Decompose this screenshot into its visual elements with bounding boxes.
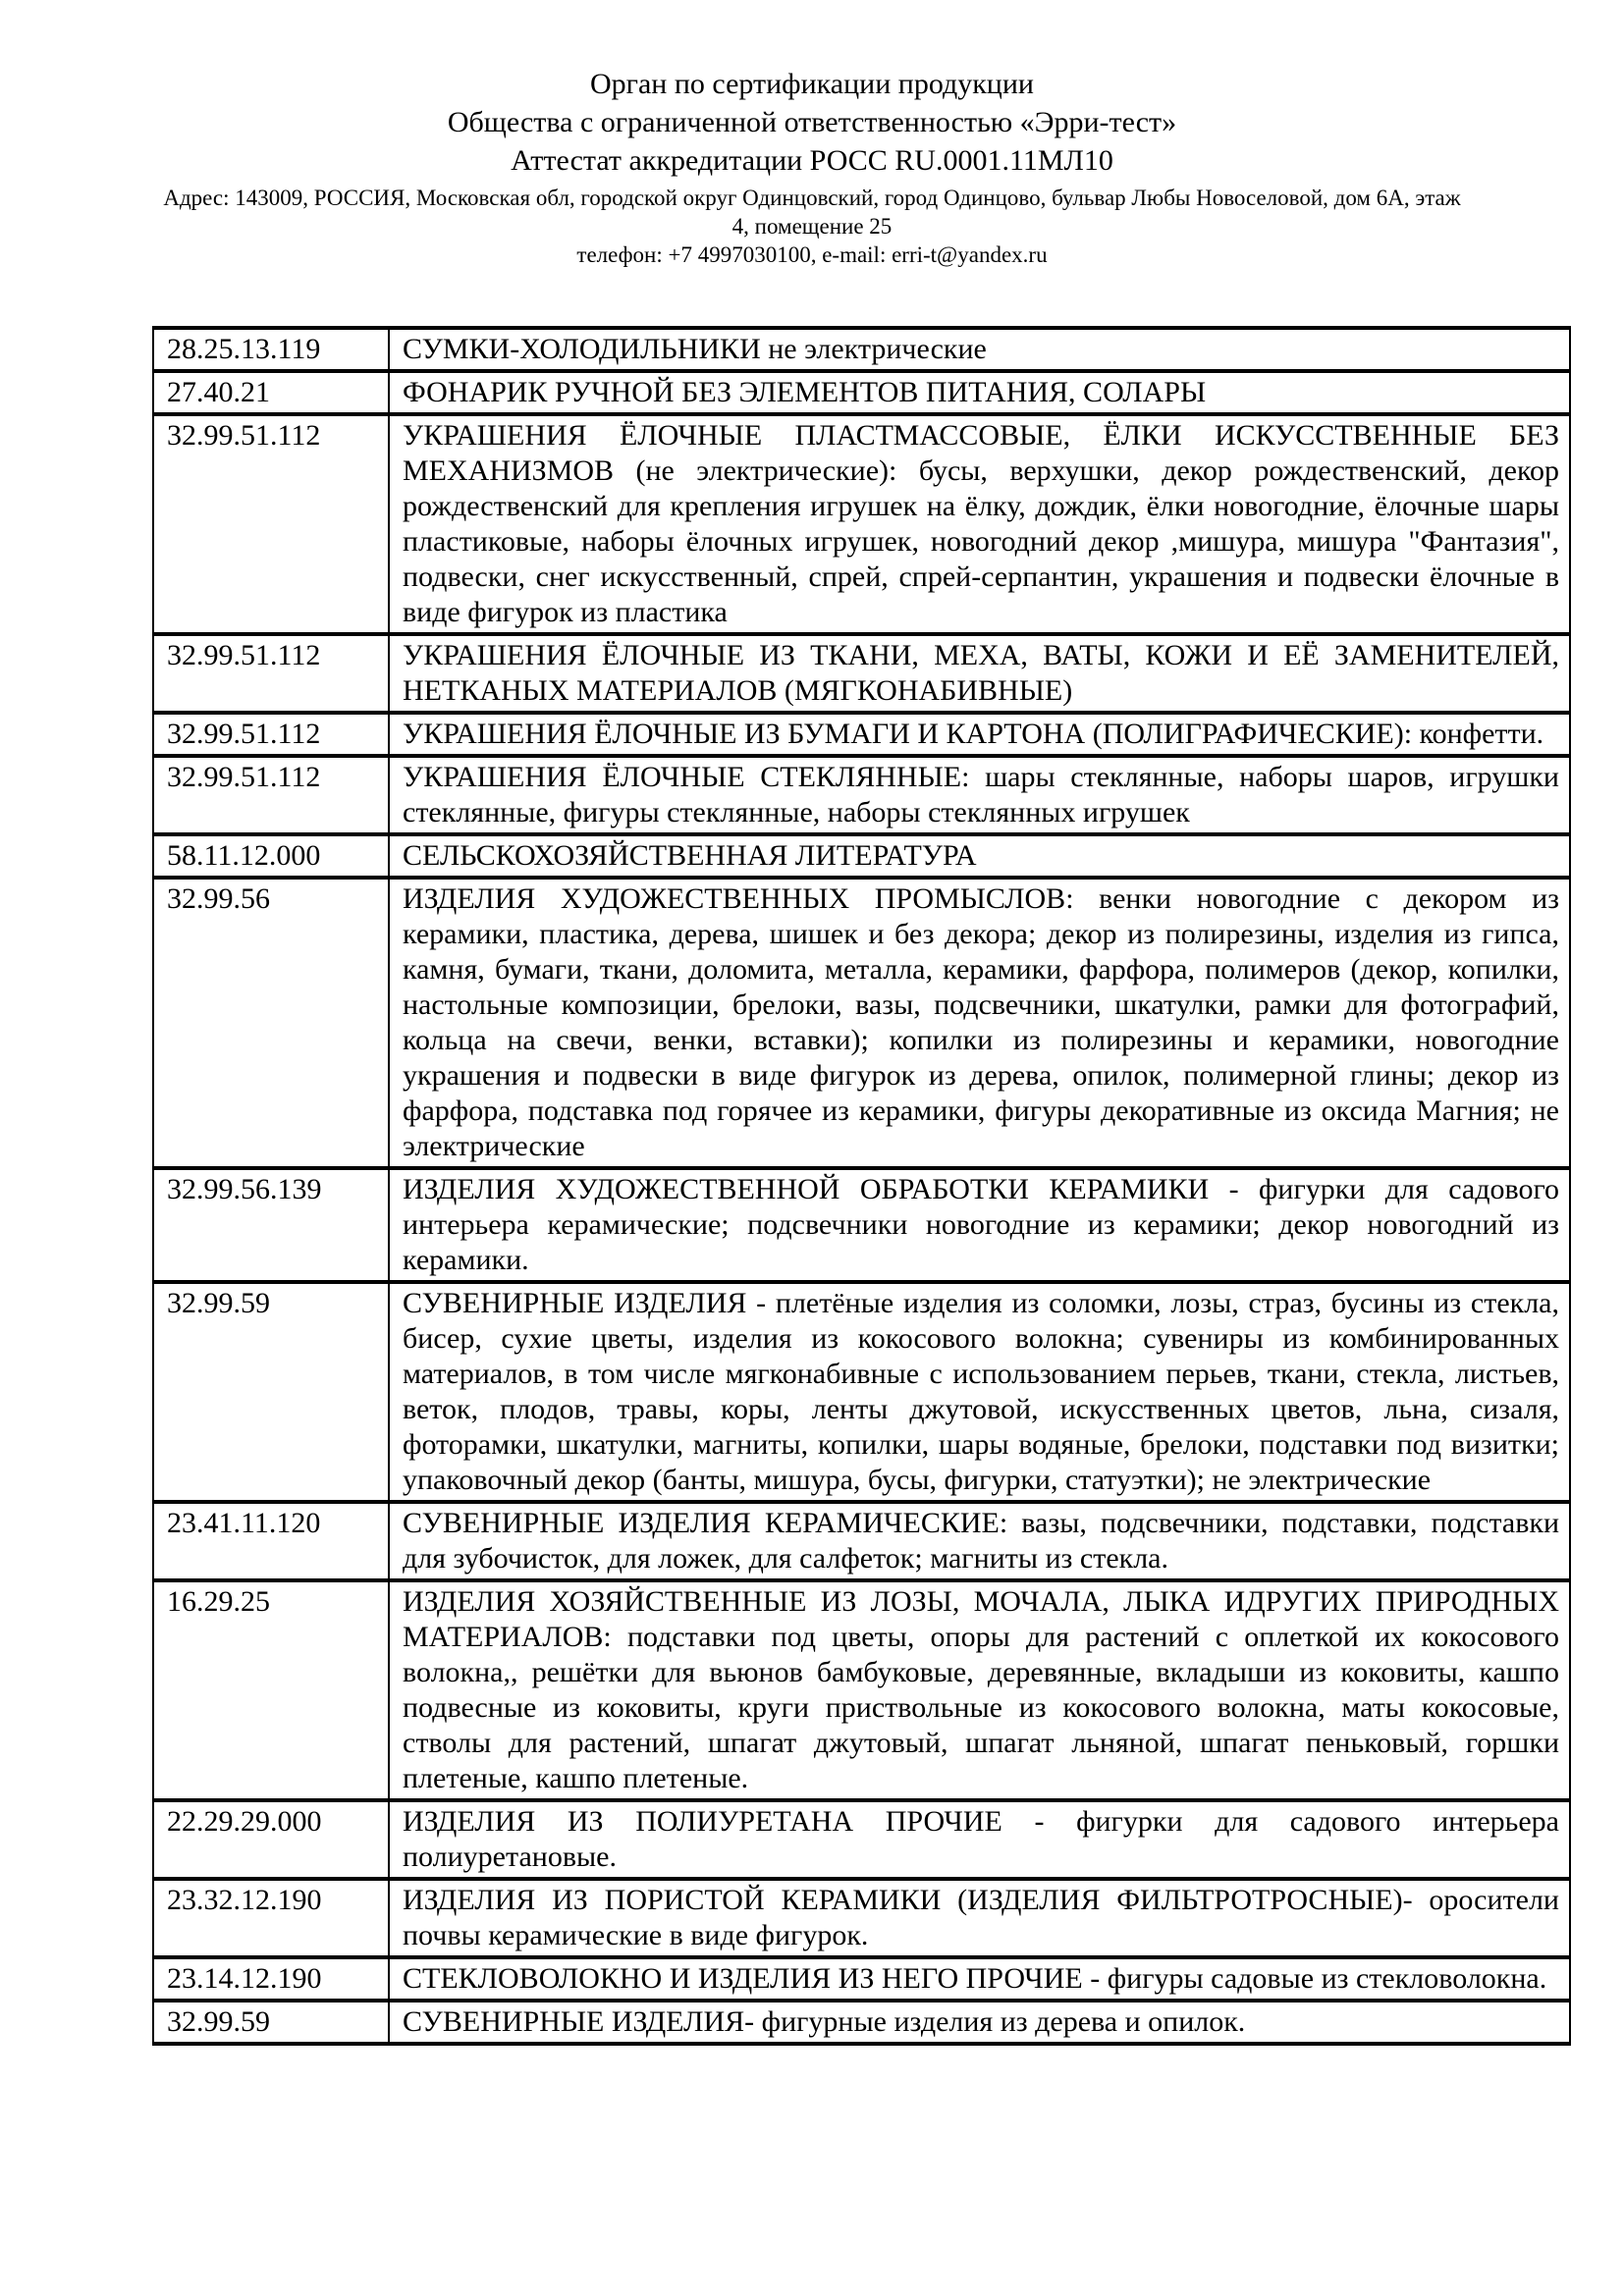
table-row [153,414,1570,634]
table-row [153,756,1570,834]
row-code: 32.99.56 [153,878,389,1168]
row-description: ИЗДЕЛИЯ ИЗ ПОЛИУРЕТАНА ПРОЧИЕ - фигурки для садового интерьера полиуретановые. [389,1800,1570,1879]
row-code: 27.40.21 [153,371,389,414]
table-row [153,1957,1570,2001]
table-row [153,834,1570,878]
table-row [153,328,1570,371]
contact-line: телефон: +7 4997030100, e-mail: erri-t@yandex.ru [576,242,1048,267]
row-description: УКРАШЕНИЯ ЁЛОЧНЫЕ ИЗ ТКАНИ, МЕХА, ВАТЫ, КОЖИ И ЕЁ ЗАМЕНИТЕЛЕЙ, НЕТКАНЫХ МАТЕРИАЛОВ (МЯГКОНАБИВНЫЕ) [389,634,1570,713]
row-code: 28.25.13.119 [153,328,389,371]
row-code: 32.99.56.139 [153,1168,389,1282]
row-code: 23.14.12.190 [153,1957,389,2001]
table-row [153,1580,1570,1800]
table-row [153,2001,1570,2044]
row-description: СУВЕНИРНЫЕ ИЗДЕЛИЯ- фигурные изделия из дерева и опилок. [389,2001,1570,2044]
row-code: 32.99.59 [153,1282,389,1502]
table-row [153,1879,1570,1957]
row-description: СЕЛЬСКОХОЗЯЙСТВЕННАЯ ЛИТЕРАТУРА [389,834,1570,878]
row-code: 32.99.51.112 [153,713,389,756]
row-code: 32.99.51.112 [153,634,389,713]
row-code: 32.99.51.112 [153,756,389,834]
org-title-line2: Общества с ограниченной ответственностью «Эрри-тест» [447,106,1177,138]
table-row [153,1168,1570,1282]
row-description: СУМКИ-ХОЛОДИЛЬНИКИ не электрические [389,328,1570,371]
row-code: 32.99.51.112 [153,414,389,634]
row-code: 32.99.59 [153,2001,389,2044]
row-code: 23.32.12.190 [153,1879,389,1957]
table-row [153,1502,1570,1580]
table-row [153,634,1570,713]
row-code: 22.29.29.000 [153,1800,389,1879]
row-description: УКРАШЕНИЯ ЁЛОЧНЫЕ ИЗ БУМАГИ И КАРТОНА (ПОЛИГРАФИЧЕСКИЕ): конфетти. [389,713,1570,756]
row-description: СУВЕНИРНЫЕ ИЗДЕЛИЯ КЕРАМИЧЕСКИЕ: вазы, подсвечники, подставки, подставки для зубочисток, для ложек, для салфеток; магниты из стекла. [389,1502,1570,1580]
row-description: ИЗДЕЛИЯ ИЗ ПОРИСТОЙ КЕРАМИКИ (ИЗДЕЛИЯ ФИЛЬТРОТРОСНЫЕ)- оросители почвы керамические в виде фигурок. [389,1879,1570,1957]
table-row [153,878,1570,1168]
row-description: ИЗДЕЛИЯ ХУДОЖЕСТВЕННЫХ ПРОМЫСЛОВ: венки новогодние с декором из керамики, пластика, дерева, шишек и без декора; декор из полирезины, изделия из гипса, камня, бумаги, ткани, доломита, металла, керамики, фарфора, полимеров (декор, копилки, настольные композиции, брелоки, вазы, подсвечники, шкатулки, рамки для фотографий, кольца на свечи, венки, вставки); копилки из полирезины и керамики, новогодние украшения и подвески в виде фигурок из дерева, опилок, полимерной глины; декор из фарфора, подставка под горячее из керамики, фигуры декоративные из оксида Магния; не электрические [389,878,1570,1168]
row-code: 23.41.11.120 [153,1502,389,1580]
table-row [153,1282,1570,1502]
accreditation-line: Аттестат аккредитации РОСС RU.0001.11МЛ10 [511,144,1113,177]
row-description: СТЕКЛОВОЛОКНО И ИЗДЕЛИЯ ИЗ НЕГО ПРОЧИЕ - фигуры садовые из стекловолокна. [389,1957,1570,2001]
row-description: СУВЕНИРНЫЕ ИЗДЕЛИЯ - плетёные изделия из соломки, лозы, страз, бусины из стекла, бисер, сухие цветы, изделия из кокосового волокна; сувениры из комбинированных материалов, в том числе мягконабивные с использованием перьев, ткани, стекла, листьев, веток, плодов, травы, коры, ленты джутовой, искусственных цветов, льна, сизаля, фоторамки, шкатулки, магниты, копилки, шары водяные, брелоки, подставки под визитки; упаковочный декор (банты, мишура, бусы, фигурки, статуэтки); не электрические [389,1282,1570,1502]
products-table-body [153,328,1570,2044]
table-row [153,1800,1570,1879]
row-description: УКРАШЕНИЯ ЁЛОЧНЫЕ ПЛАСТМАССОВЫЕ, ЁЛКИ ИСКУССТВЕННЫЕ БЕЗ МЕХАНИЗМОВ (не электрические): бусы, верхушки, декор рождественский, декор рождественский для крепления игрушек на ёлку, дождик, ёлки новогодние, ёлочные шары пластиковые, наборы ёлочных игрушек, новогодний декор ,мишура, мишура "Фантазия", подвески, снег искусственный, спрей, спрей-серпантин, украшения и подвески ёлочные в виде фигурок из пластика [389,414,1570,634]
row-description: УКРАШЕНИЯ ЁЛОЧНЫЕ СТЕКЛЯННЫЕ: шары стеклянные, наборы шаров, игрушки стеклянные, фигуры стеклянные, наборы стеклянных игрушек [389,756,1570,834]
row-description: ИЗДЕЛИЯ ХОЗЯЙСТВЕННЫЕ ИЗ ЛОЗЫ, МОЧАЛА, ЛЫКА ИДРУГИХ ПРИРОДНЫХ МАТЕРИАЛОВ: подставки под цветы, опоры для растений с оплеткой их кокосового волокна,, решётки для вьюнов бамбуковые, деревянные, вкладыши из коковиты, кашпо подвесные из коковиты, круги приствольные из кокосового волокна, маты кокосовые, стволы для растений, шпагат джутовый, шпагат льняной, шпагат пеньковый, горшки плетеные, кашпо плетеные. [389,1580,1570,1800]
org-title-line1: Орган по сертификации продукции [590,68,1034,100]
row-code: 58.11.12.000 [153,834,389,878]
row-code: 16.29.25 [153,1580,389,1800]
row-description: ФОНАРИК РУЧНОЙ БЕЗ ЭЛЕМЕНТОВ ПИТАНИЯ, СОЛАРЫ [389,371,1570,414]
products-table [152,326,1571,2046]
table-row [153,713,1570,756]
document-header [0,0,1624,269]
table-row [153,371,1570,414]
row-description: ИЗДЕЛИЯ ХУДОЖЕСТВЕННОЙ ОБРАБОТКИ КЕРАМИКИ - фигурки для садового интерьера керамические; подсвечники новогодние из керамики; декор новогодний из керамики. [389,1168,1570,1282]
address-line: Адрес: 143009, РОССИЯ, Московская обл, городской округ Одинцовский, город Одинцово, бульвар Любы Новоселовой, дом 6А, этаж 4, помещение 25 [163,186,1461,239]
